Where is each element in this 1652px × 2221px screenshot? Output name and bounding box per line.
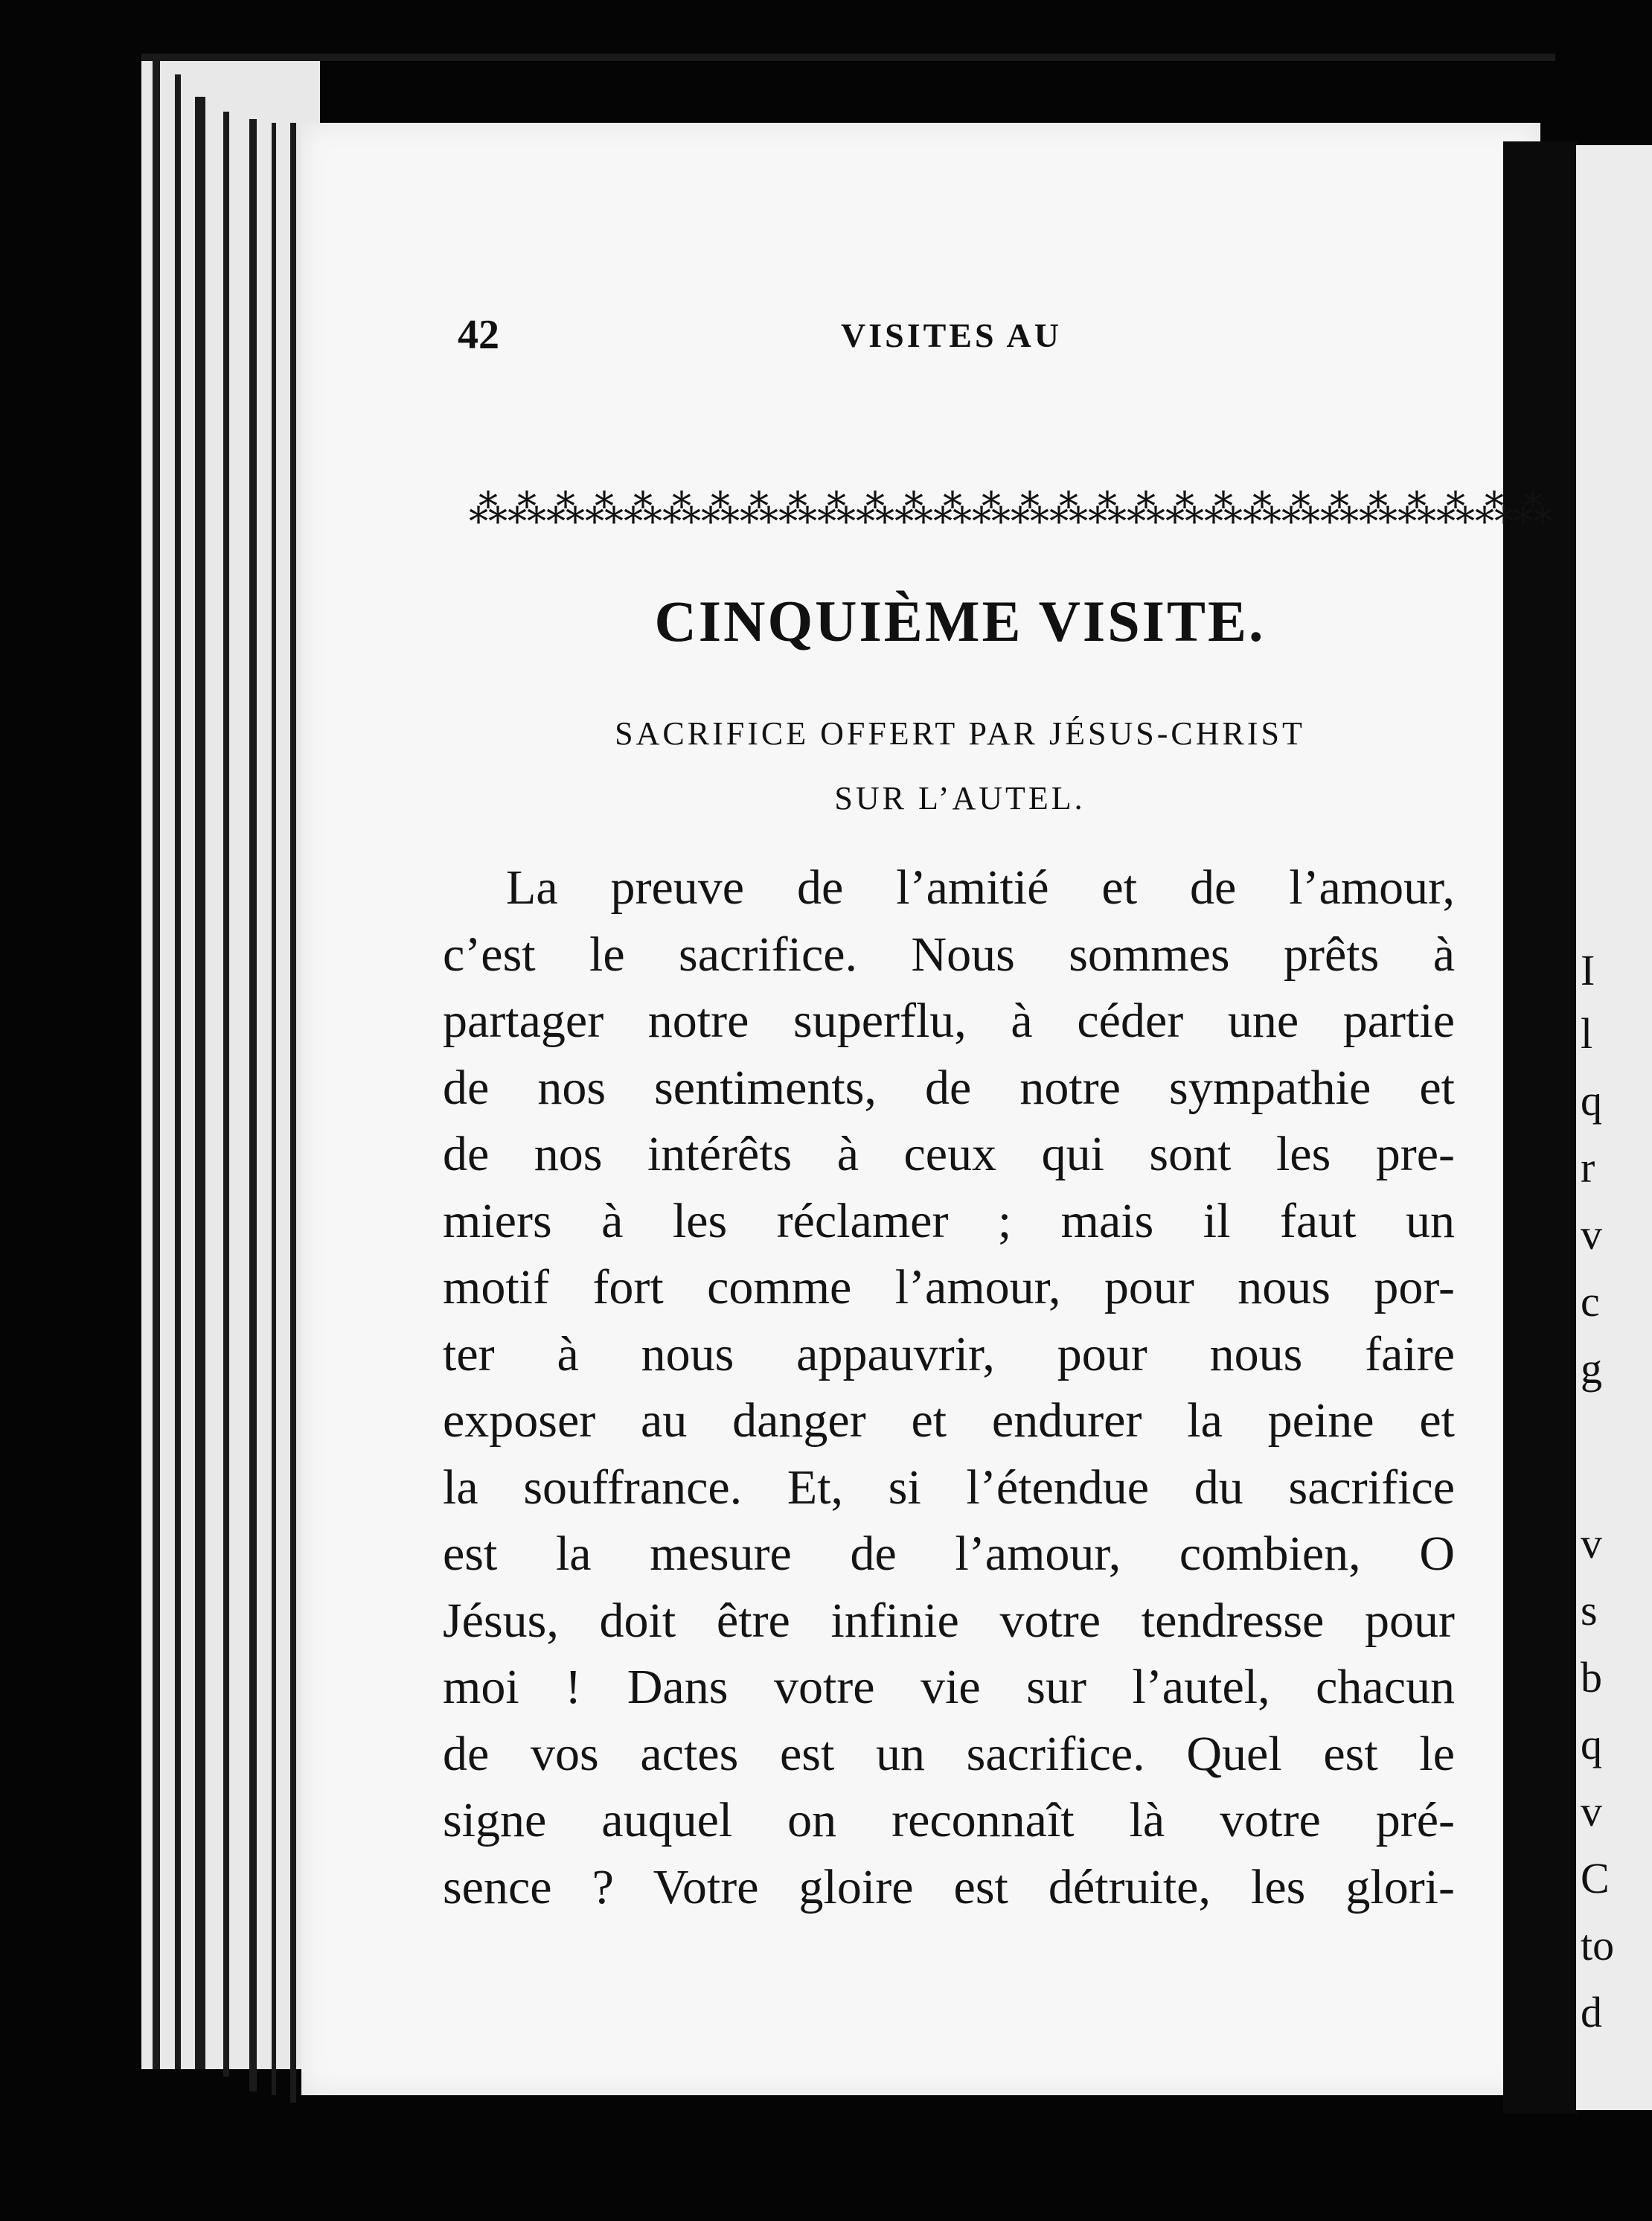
next-page-fragment: to (1581, 1921, 1615, 1969)
ornament-glyph: ⁂ (662, 488, 701, 532)
ornament-glyph: ⁂ (701, 488, 740, 532)
ornament-glyph: ⁂ (1281, 488, 1320, 532)
next-page-fragment: g (1581, 1344, 1602, 1393)
text-line: moi ! Dans votre vie sur l’autel, chacun (443, 1660, 1455, 1714)
text-line: de nos intérêts à ceux qui sont les pre- (443, 1127, 1455, 1181)
page-edge-line (195, 97, 205, 2069)
page-edge-line (272, 123, 276, 2095)
next-page-fragment: q (1581, 1076, 1602, 1125)
ornament-glyph: ⁂ (1243, 488, 1281, 532)
text-line: ter à nous appauvrir, pour nous faire (443, 1326, 1455, 1381)
page-top-edge (141, 54, 1555, 61)
next-page-fragment: d (1581, 1988, 1602, 2036)
ornament-glyph: ⁂ (778, 488, 817, 532)
text-line: la souffrance. Et, si l’étendue du sacrifice (443, 1460, 1455, 1515)
ornament-glyph: ⁂ (1011, 488, 1049, 532)
text-line: exposer au danger et endurer la peine et (443, 1393, 1455, 1448)
next-page-fragment: b (1581, 1653, 1602, 1701)
ornament-glyph: ⁂ (1127, 488, 1165, 532)
ornament-glyph: ⁂ (585, 488, 624, 532)
next-page-fragment: c (1581, 1277, 1600, 1326)
chapter-subtitle-line: SACRIFICE OFFERT PAR JÉSUS-CHRIST (615, 715, 1305, 752)
ornament-glyph: ⁂ (1436, 488, 1475, 532)
next-page-fragment: C (1581, 1854, 1610, 1902)
next-page-fragment: r (1581, 1143, 1595, 1192)
page-edge-line (249, 119, 257, 2091)
chapter-heading: CINQUIÈME VISITE. (654, 589, 1266, 653)
ornament-glyph: ⁂ (508, 488, 546, 532)
ornament-glyph: ⁂ (856, 488, 894, 532)
next-page-fragment: s (1581, 1586, 1598, 1634)
text-line: La preuve de l’amitié et de l’amour, (506, 860, 1455, 915)
next-page-fragment: q (1581, 1720, 1602, 1768)
ornament-glyph: ⁂ (546, 488, 585, 532)
page-edge-line (223, 112, 229, 2077)
text-line: sence ? Votre gloire est détruite, les glori- (443, 1859, 1455, 1914)
ornament-glyph: ⁂ (1165, 488, 1204, 532)
ornamental-rule (469, 484, 1552, 536)
text-line: de nos sentiments, de notre sympathie et (443, 1060, 1455, 1115)
ornament-glyph: ⁂ (1398, 488, 1436, 532)
page-edge-line (175, 74, 181, 2069)
ornament-glyph: ⁂ (1475, 488, 1514, 532)
ornament-glyph: ⁂ (1359, 488, 1398, 532)
text-line: partager notre superflu, à céder une partie (443, 994, 1455, 1048)
ornament-glyph: ⁂ (1204, 488, 1243, 532)
next-page-fragment: v (1581, 1519, 1602, 1568)
ornament-glyph: ⁂ (972, 488, 1011, 532)
next-page-fragment: I (1581, 946, 1595, 994)
text-line: de vos actes est un sacrifice. Quel est le (443, 1726, 1455, 1781)
ornament-glyph: ⁂ (740, 488, 778, 532)
running-head (458, 311, 1514, 363)
next-page-edge (1576, 145, 1652, 2110)
text-line: est la mesure de l’amour, combien, O (443, 1527, 1455, 1581)
ornament-glyph: ⁂ (469, 488, 508, 532)
ornament-glyph: ⁂ (1049, 488, 1088, 532)
running-title: VISITES AU (841, 316, 1062, 354)
text-line: c’est le sacrifice. Nous sommes prêts à (443, 927, 1455, 982)
text-line: motif fort comme l’amour, pour nous por- (443, 1260, 1455, 1314)
ornament-glyph: ⁂ (933, 488, 972, 532)
text-line: miers à les réclamer ; mais il faut un (443, 1193, 1455, 1248)
ornament-glyph: ⁂ (894, 488, 933, 532)
text-line: Jésus, doit être infinie votre tendresse pour (443, 1593, 1455, 1648)
page-edge-line (153, 60, 160, 2069)
gutter-shadow (1503, 141, 1578, 2114)
page-number: 42 (458, 312, 499, 358)
next-page-fragment: v (1581, 1210, 1602, 1259)
page-edge-line (290, 123, 296, 2103)
ornament-glyph: ⁂ (817, 488, 856, 532)
ornament-glyph: ⁂ (1320, 488, 1359, 532)
ornament-glyph: ⁂ (1514, 488, 1552, 532)
next-page-fragment: l (1581, 1009, 1593, 1058)
ornament-glyph: ⁂ (624, 488, 662, 532)
text-line: signe auquel on reconnaît là votre pré- (443, 1793, 1455, 1847)
body-paragraph (443, 854, 1455, 1920)
chapter-subtitle-line: SUR L’AUTEL. (834, 780, 1086, 817)
ornament-glyph: ⁂ (1088, 488, 1127, 532)
next-page-fragment: v (1581, 1787, 1602, 1835)
